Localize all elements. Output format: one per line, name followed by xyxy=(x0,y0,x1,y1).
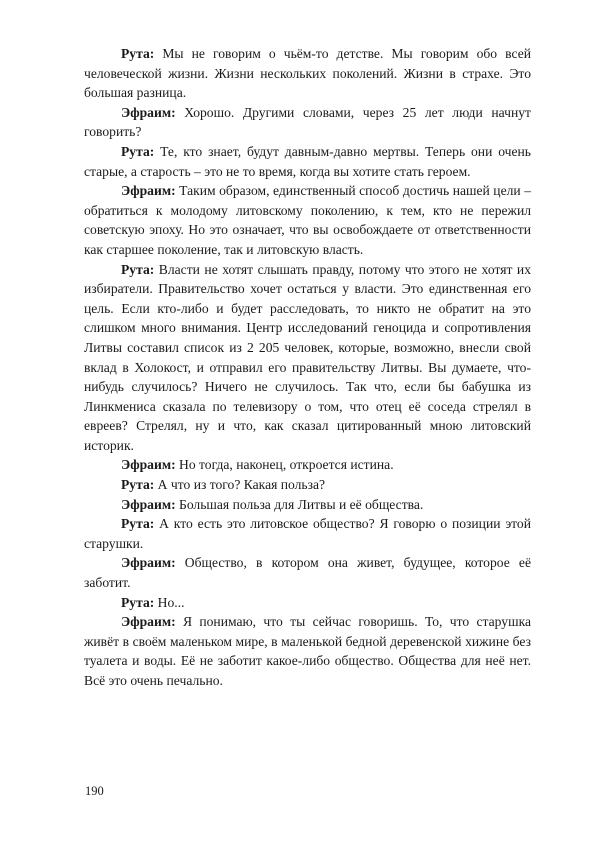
dialogue-text: Я понимаю, что ты сейчас говоришь. То, что старушка живёт в своём маленьком мире, в маленькой бедной деревенской хижине без туалета и воды. Её не заботит какое-либо общество. Общества для неё нет. Всё это очень печально. xyxy=(84,614,531,688)
dialogue-text: А что из того? Какая польза? xyxy=(154,477,326,493)
dialogue-paragraph xyxy=(84,514,531,553)
speaker-name: Эфраим: xyxy=(121,104,176,120)
dialogue-text: Мы не говорим о чьём-то детстве. Мы говорим обо всей человеческой жизни. Жизни нескольких поколений. Жизни в страхе. Это большая разница. xyxy=(84,46,531,101)
speaker-name: Эфраим: xyxy=(121,457,176,473)
dialogue-paragraph xyxy=(84,103,531,142)
dialogue-text: Власти не хотят слышать правду, потому что этого не хотят их избиратели. Правительство хочет остаться у власти. Это единственная его цель. Если кто-либо и будет расследовать, то никто не обратит на это слишком много внимания. Центр исследований геноцида и сопротивления Литвы составил список из 2 205 человек, которые, возможно, внесли свой вклад в Холокост, и отправил его правительству Литвы. Вы думаете, что-нибудь случилось? Ничего не случилось. Так что, если бы бабушка из Линкмениса сказала по телевизору о том, что отец её соседа стрелял в евреев? Стрелял, ну и что, как сказал цитированный мною литовский историк. xyxy=(84,261,531,453)
dialogue-text: Таким образом, единственный способ достичь нашей цели – обратиться к молодому литовскому поколению, к тем, кто не пережил советскую эпоху. Но это означает, что вы освобождаете от ответственности как старшее поколение, так и литовскую власть. xyxy=(84,183,531,257)
speaker-name: Эфраим: xyxy=(121,614,176,630)
dialogue-paragraph xyxy=(84,142,531,181)
dialogue-paragraph xyxy=(84,612,531,690)
dialogue-paragraph xyxy=(84,593,531,613)
dialogue-paragraph xyxy=(84,44,531,103)
document-body xyxy=(84,44,531,691)
speaker-name: Рута: xyxy=(121,261,155,277)
speaker-name: Рута: xyxy=(121,594,155,610)
dialogue-paragraph xyxy=(84,455,531,475)
dialogue-text: Но тогда, наконец, откроется истина. xyxy=(175,457,394,473)
speaker-name: Рута: xyxy=(121,143,155,159)
speaker-name: Эфраим: xyxy=(121,496,176,512)
dialogue-text: Большая польза для Литвы и её общества. xyxy=(175,496,424,512)
speaker-name: Эфраим: xyxy=(121,555,176,571)
dialogue-text: Те, кто знает, будут давным-давно мертвы. Теперь они очень старые, а старость – это не то время, когда вы хотите стать героем. xyxy=(84,143,531,179)
dialogue-paragraph xyxy=(84,495,531,515)
dialogue-paragraph xyxy=(84,181,531,259)
dialogue-text: Но... xyxy=(154,594,185,610)
speaker-name: Рута: xyxy=(121,46,155,61)
speaker-name: Рута: xyxy=(121,477,155,493)
dialogue-paragraph xyxy=(84,553,531,592)
dialogue-paragraph xyxy=(84,475,531,495)
speaker-name: Эфраим: xyxy=(121,183,176,199)
speaker-name: Рута: xyxy=(121,516,155,532)
dialogue-text: Общество, в котором она живет, будущее, которое её заботит. xyxy=(84,555,531,591)
dialogue-text: А кто есть это литовское общество? Я говорю о позиции этой старушки. xyxy=(84,516,531,551)
page-number: 190 xyxy=(85,784,104,798)
dialogue-paragraph xyxy=(84,260,531,456)
dialogue-text: Хорошо. Другими словами, через 25 лет люди начнут говорить? xyxy=(84,104,531,140)
